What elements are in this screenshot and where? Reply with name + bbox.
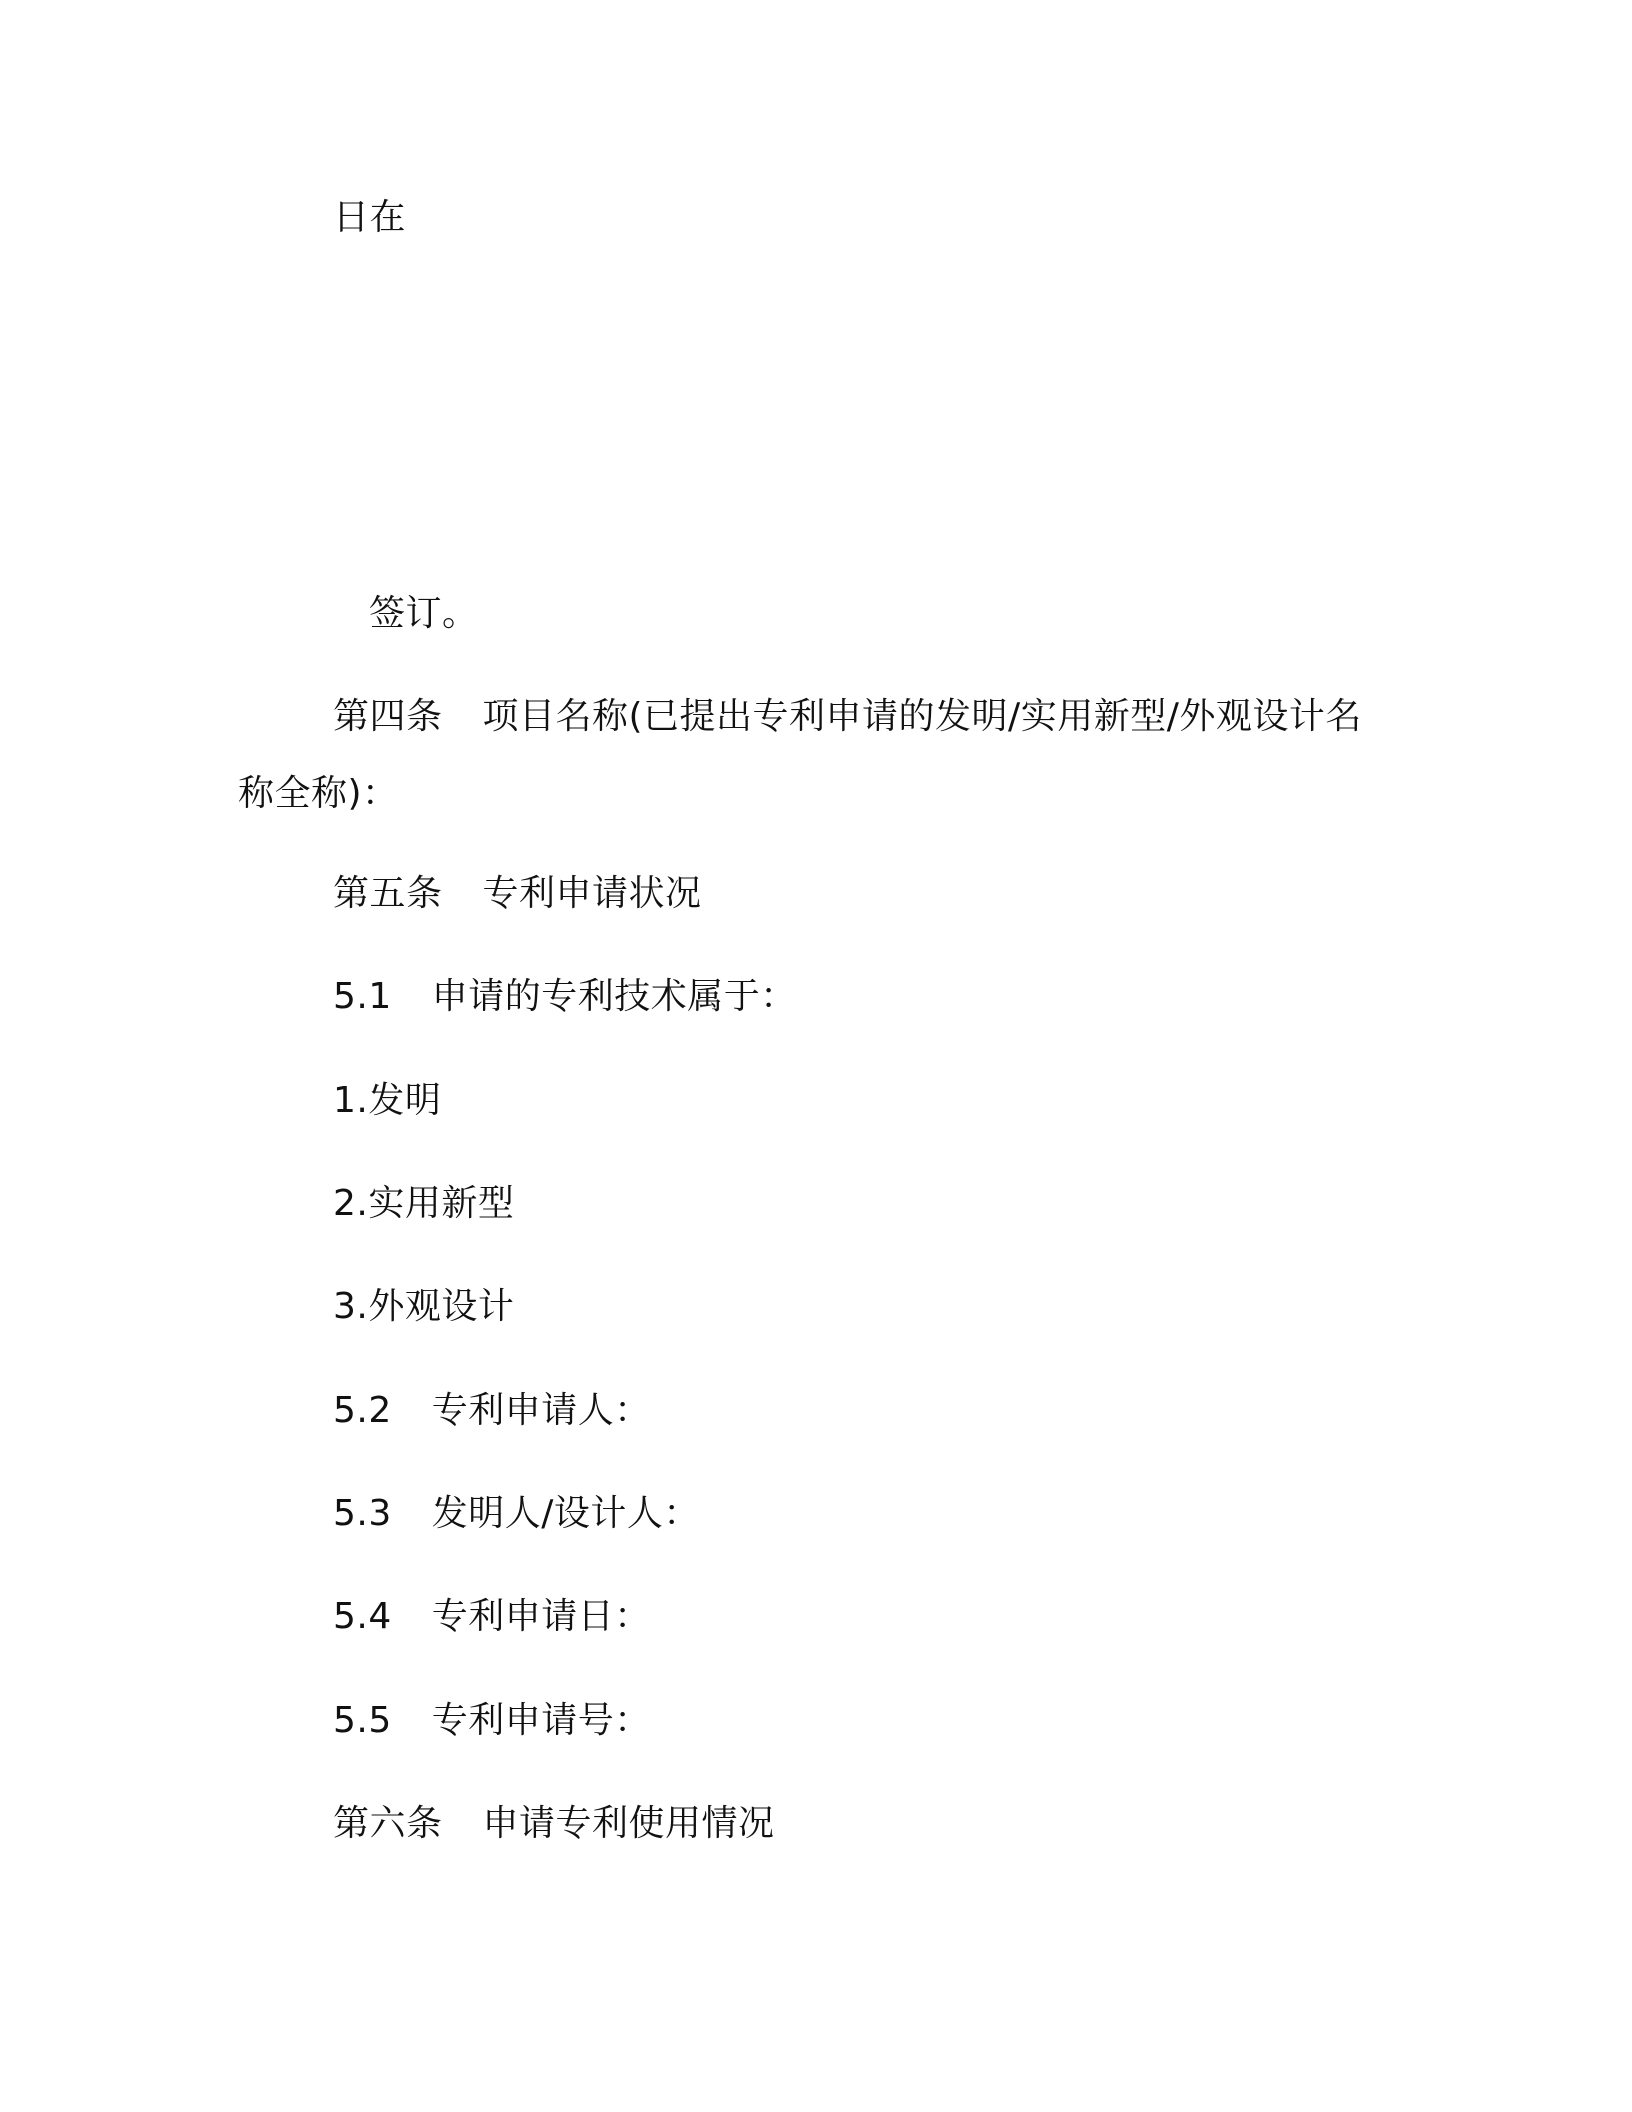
item-5-2 [333, 1389, 651, 1433]
text-fragment-date: 日在 [333, 197, 407, 238]
item-5-3-text: 发明人/设计人： [431, 1493, 700, 1534]
item-5-5-text: 专利申请号： [431, 1700, 651, 1741]
item-5-4-number: 5.4 [333, 1596, 392, 1637]
article-6-title: 申请专利使用情况 [482, 1803, 775, 1844]
article-5-label: 第五条 [333, 873, 443, 914]
item-5-2-text: 专利申请人： [431, 1390, 651, 1431]
article-4-line-1 [333, 695, 1362, 739]
article-6-label: 第六条 [333, 1803, 443, 1844]
item-5-5 [333, 1699, 651, 1743]
item-5-2-number: 5.2 [333, 1390, 392, 1431]
article-6-heading [333, 1802, 775, 1846]
article-5-heading [333, 872, 702, 916]
text-signed: 签订。 [369, 593, 479, 634]
article-4-label: 第四条 [333, 696, 443, 737]
article-4-line-2: 称全称)： [238, 773, 399, 814]
item-5-1 [333, 975, 797, 1019]
item-5-4 [333, 1595, 651, 1639]
item-5-3 [333, 1492, 700, 1536]
option-design: 3.外观设计 [333, 1286, 515, 1327]
item-5-4-text: 专利申请日： [431, 1596, 651, 1637]
item-5-1-text: 申请的专利技术属于： [431, 976, 797, 1017]
option-invention: 1.发明 [333, 1080, 442, 1121]
item-5-1-number: 5.1 [333, 976, 392, 1017]
article-4-text: 项目名称(已提出专利申请的发明/实用新型/外观设计名 [482, 696, 1362, 737]
article-5-title: 专利申请状况 [482, 873, 702, 914]
option-utility-model: 2.实用新型 [333, 1183, 515, 1224]
item-5-5-number: 5.5 [333, 1700, 392, 1741]
item-5-3-number: 5.3 [333, 1493, 392, 1534]
